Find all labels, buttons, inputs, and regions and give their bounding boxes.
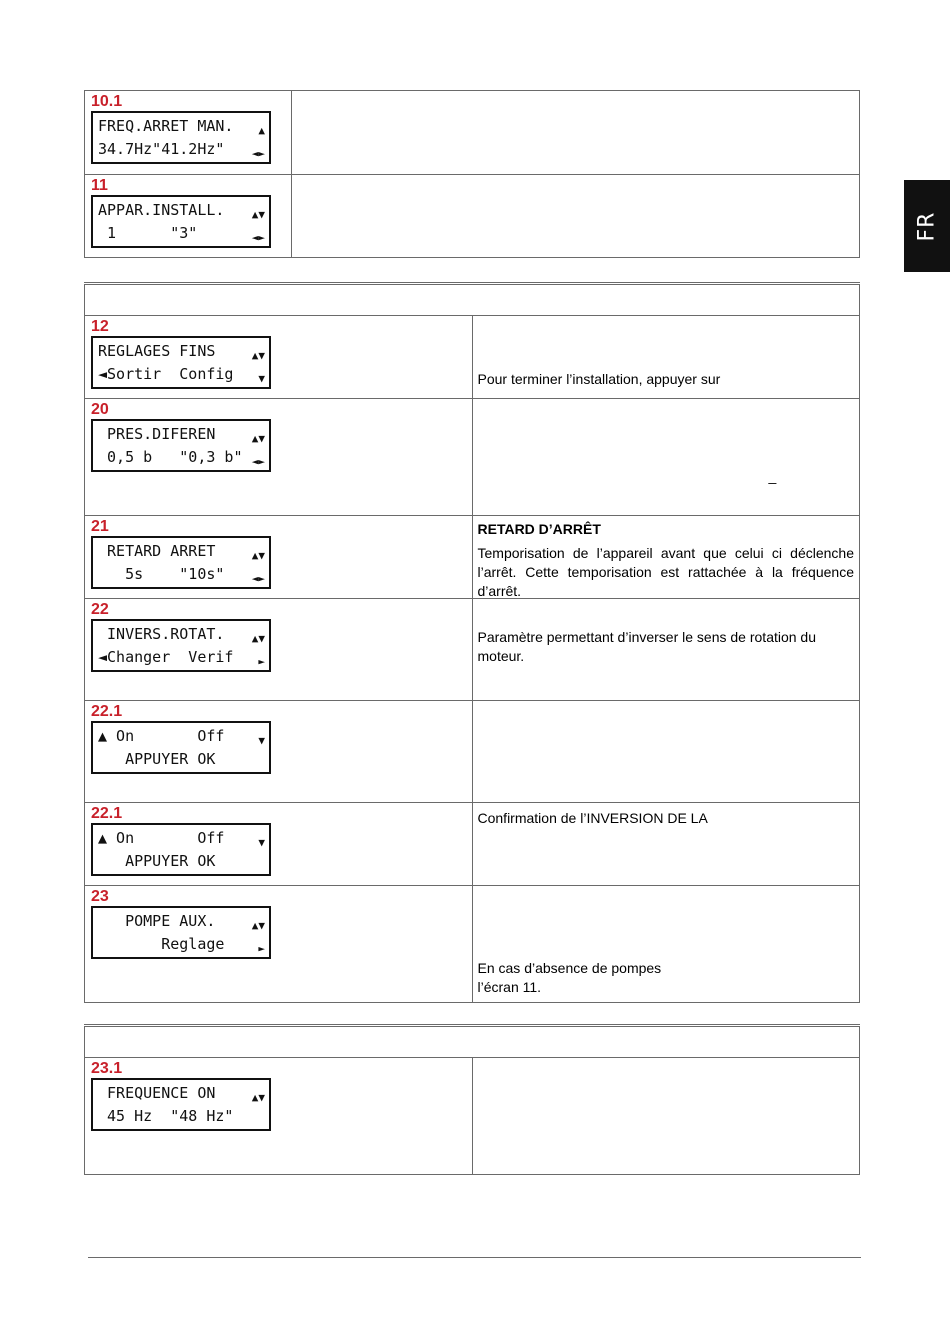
table-row <box>85 175 860 258</box>
parameter-table-2 <box>84 282 860 1003</box>
screen-cell <box>85 701 473 803</box>
table-row <box>85 1058 860 1175</box>
lcd-line-2: 5s "10s" <box>98 565 225 583</box>
screen-number: 20 <box>91 401 109 418</box>
description-cell <box>292 175 860 258</box>
parameter-table-3 <box>84 1024 860 1175</box>
lcd-line-1: INVERS.ROTAT. <box>98 625 225 643</box>
table-row <box>85 803 860 886</box>
screen-cell <box>85 516 473 599</box>
lcd-display <box>91 419 271 472</box>
lcd-display <box>91 111 271 164</box>
lcd-line-2: 1 "3" <box>98 224 198 242</box>
screen-number: 23.1 <box>91 1060 123 1077</box>
lcd-line-1: POMPE AUX. <box>98 912 216 930</box>
arrow-icon: ▲▼ <box>251 1091 265 1104</box>
description-text: Pour terminer l’installation, appuyer sur <box>477 371 721 387</box>
lcd-line-1: RETARD ARRET <box>98 542 216 560</box>
table-row <box>85 91 860 175</box>
description-cell <box>472 1058 860 1175</box>
screen-number: 10.1 <box>91 93 123 110</box>
arrow-icon: ► <box>258 655 265 668</box>
screen-cell <box>85 1058 473 1175</box>
lcd-line-2: APPUYER OK <box>98 852 216 870</box>
table-row <box>85 701 860 803</box>
screen-number: 22.1 <box>91 805 123 822</box>
screen-number: 22 <box>91 601 109 618</box>
lcd-line-1: FREQ.ARRET MAN. <box>98 117 234 135</box>
description-cell <box>292 91 860 175</box>
lcd-line-1: REGLAGES FINS <box>98 342 216 360</box>
lcd-display <box>91 619 271 672</box>
description-text: Paramètre permettant d’inverser le sens de rotation du moteur. <box>477 629 817 664</box>
table-row <box>85 599 860 701</box>
arrow-icon: ◄► <box>251 455 265 468</box>
table-row <box>85 516 860 599</box>
screen-cell <box>85 886 473 1003</box>
language-tab <box>904 180 950 272</box>
lcd-line-2: ◄Sortir Config <box>98 365 234 383</box>
screen-number: 12 <box>91 318 109 335</box>
table-row <box>85 886 860 1003</box>
lcd-display <box>91 1078 271 1131</box>
lcd-line-2: 45 Hz "48 Hz" <box>98 1107 234 1125</box>
table-header-cell <box>85 284 860 316</box>
description-cell <box>472 886 860 1003</box>
lcd-display <box>91 823 271 876</box>
description-cell <box>472 516 860 599</box>
arrow-icon: ▼ <box>258 734 265 747</box>
description-title: RETARD D’ARRÊT <box>477 521 601 537</box>
arrow-icon: ◄► <box>251 231 265 244</box>
arrow-icon: ▲▼ <box>251 632 265 645</box>
arrow-icon: ► <box>258 942 265 955</box>
screen-number: 22.1 <box>91 703 123 720</box>
description-cell <box>472 399 860 516</box>
lcd-line-2: Reglage <box>98 935 225 953</box>
arrow-icon: ▲▼ <box>251 919 265 932</box>
lcd-display <box>91 906 271 959</box>
description-cell <box>472 803 860 886</box>
screen-cell <box>85 91 292 175</box>
screen-number: 11 <box>91 177 108 194</box>
table-header-row <box>85 1026 860 1058</box>
screen-cell <box>85 599 473 701</box>
arrow-icon: ▲▼ <box>251 208 265 221</box>
lcd-line-2: 0,5 b "0,3 b" <box>98 448 243 466</box>
table-row <box>85 316 860 399</box>
lcd-line-1: ▲ On Off <box>98 727 225 745</box>
arrow-icon: ▲▼ <box>251 432 265 445</box>
screen-number: 23 <box>91 888 109 905</box>
language-tab-label: FR <box>914 211 940 241</box>
description-text: Temporisation de l’appareil avant que celui ci déclenche l’arrêt. Cette temporisation est rattachée à la fréquence d’arrêt. <box>477 545 854 599</box>
table-row <box>85 399 860 516</box>
lcd-line-1: PRES.DIFEREN <box>98 425 216 443</box>
description-cell <box>472 701 860 803</box>
description-text: _ <box>768 468 777 484</box>
screen-number: 21 <box>91 518 109 535</box>
lcd-line-1: ▲ On Off <box>98 829 225 847</box>
lcd-display <box>91 336 271 389</box>
lcd-line-1: APPAR.INSTALL. <box>98 201 225 219</box>
footer-divider <box>88 1257 861 1258</box>
arrow-icon: ▲▼ <box>251 349 265 362</box>
screen-cell <box>85 399 473 516</box>
arrow-icon: ▲ <box>258 124 265 137</box>
parameter-table-1 <box>84 90 860 258</box>
lcd-display <box>91 721 271 774</box>
arrow-icon: ▼ <box>258 372 265 385</box>
description-text: Confirmation de l’INVERSION DE LA <box>477 810 708 826</box>
lcd-line-2: 34.7Hz"41.2Hz" <box>98 140 225 158</box>
screen-cell <box>85 175 292 258</box>
screen-cell <box>85 803 473 886</box>
description-cell <box>472 316 860 399</box>
arrow-icon: ◄► <box>251 147 265 160</box>
lcd-display <box>91 195 271 248</box>
arrow-icon: ▲▼ <box>251 549 265 562</box>
lcd-line-2: ◄Changer Verif <box>98 648 234 666</box>
description-text-2: l’écran 11. <box>477 979 542 995</box>
description-cell <box>472 599 860 701</box>
screen-cell <box>85 316 473 399</box>
lcd-line-1: FREQUENCE ON <box>98 1084 216 1102</box>
arrow-icon: ▼ <box>258 836 265 849</box>
table-header-row <box>85 284 860 316</box>
lcd-line-2: APPUYER OK <box>98 750 216 768</box>
lcd-display <box>91 536 271 589</box>
description-text: En cas d’absence de pompes <box>477 960 662 976</box>
arrow-icon: ◄► <box>251 572 265 585</box>
table-header-cell <box>85 1026 860 1058</box>
